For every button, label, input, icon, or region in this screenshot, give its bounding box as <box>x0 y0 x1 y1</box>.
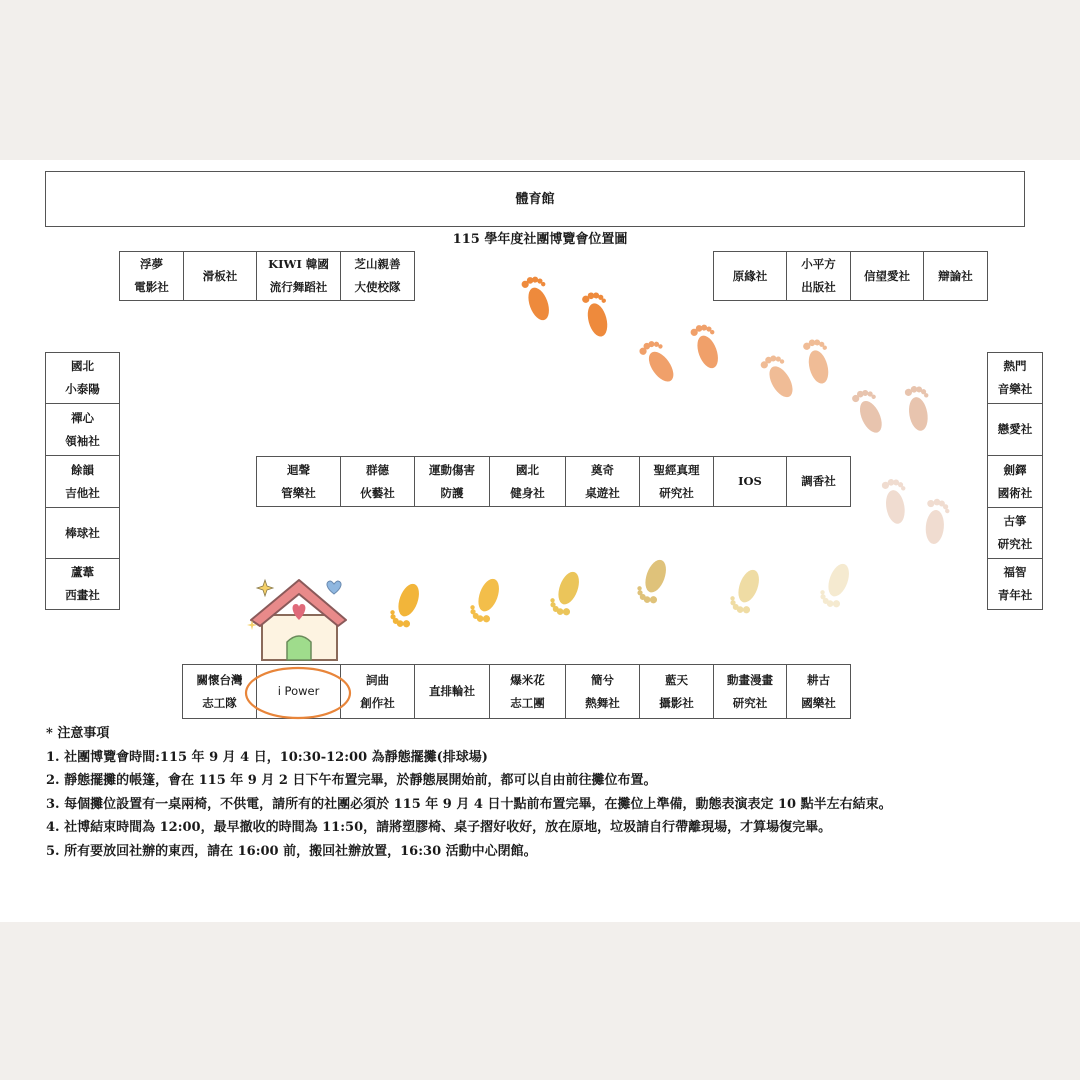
booth: 奠奇 桌遊社 <box>565 456 640 507</box>
footprint-icon <box>581 289 615 339</box>
footprint-icon <box>759 351 801 402</box>
booth: 福智 青年社 <box>987 558 1043 610</box>
booth: 古箏 研究社 <box>987 507 1043 559</box>
footprint-icon <box>802 336 836 386</box>
footprint-icon <box>727 566 764 616</box>
footprint-icon <box>634 556 671 606</box>
booth: 戀愛社 <box>987 403 1043 456</box>
note-item: 2. 靜態擺攤的帳篷，會在 115 年 9 月 2 日下午布置完畢，於靜態展開始前，都可以自由前往攤位布置。 <box>46 773 657 788</box>
footprint-icon <box>881 477 911 526</box>
sparkle-icon <box>257 580 273 596</box>
note-item: 3. 每個攤位設置有一桌兩椅，不供電，請所有的社團必須於 115 年 9 月 4 日十點前布置完畢，在攤位上準備，動態表演表定 10 點半左右結束。 <box>46 796 892 812</box>
footprint-icon <box>924 498 951 545</box>
booth: 關懷台灣 志工隊 <box>182 664 257 719</box>
notes-section <box>46 722 892 863</box>
footprint-icon <box>904 384 934 433</box>
footprint-icon <box>637 336 682 386</box>
booth: 簡兮 熱舞社 <box>565 664 640 719</box>
booth: 滑板社 <box>183 251 257 301</box>
booth: 棒球社 <box>45 507 120 559</box>
footprint-icon <box>547 568 584 618</box>
booth: 原緣社 <box>713 251 787 301</box>
note-item: 5. 所有要放回社辦的東西，請在 16:00 前，搬回社辦放置，16:30 活動中心閉館。 <box>46 843 537 859</box>
booth: 爆米花 志工團 <box>489 664 566 719</box>
booth: 詞曲 創作社 <box>340 664 415 719</box>
note-item: 4. 社博結束時間為 12:00，最早撤收的時間為 11:50，請將塑膠椅、桌子摺好收好，放在原地，垃圾請自行帶離現場，才算場復完畢。 <box>46 820 832 835</box>
footprint-icon <box>467 575 504 625</box>
booth: 餘韻 吉他社 <box>45 455 120 508</box>
highlight-ring <box>246 668 350 718</box>
booth: 耕古 國樂社 <box>786 664 851 719</box>
booth: 迴聲 管樂社 <box>256 456 341 507</box>
notes-heading: * 注意事項 <box>46 726 110 741</box>
booth: KIWI 韓國 流行舞蹈社 <box>256 251 341 301</box>
booth: 國北 健身社 <box>489 456 566 507</box>
booth: 辯論社 <box>923 251 988 301</box>
note-item: 1. 社團博覽會時間:115 年 9 月 4 日，10:30-12:00 為靜態擺攤(排球場) <box>46 749 488 765</box>
footprint-icon <box>520 273 557 323</box>
booth: 動畫漫畫 研究社 <box>713 664 787 719</box>
booth: 聖經真理 研究社 <box>639 456 714 507</box>
booth: 群德 伙藝社 <box>340 456 415 507</box>
booth: 蘆葦 西畫社 <box>45 558 120 610</box>
booth: 劍鐸 國術社 <box>987 455 1043 508</box>
booth: 禪心 領袖社 <box>45 403 120 456</box>
booth: 浮夢 電影社 <box>119 251 184 301</box>
map-title: 115 學年度社團博覽會位置圖 <box>452 232 628 247</box>
heart-icon <box>327 581 341 594</box>
booth: IOS <box>713 456 787 507</box>
footprint-icon <box>817 560 854 610</box>
booth: 信望愛社 <box>850 251 924 301</box>
footprint-icon <box>387 580 424 630</box>
booth: 運動傷害 防護 <box>414 456 490 507</box>
footprint-icon <box>850 386 890 437</box>
booth: 芝山親善 大使校隊 <box>340 251 415 301</box>
booth: 熱門 音樂社 <box>987 352 1043 404</box>
booth: 國北 小泰陽 <box>45 352 120 404</box>
booth-ipower: i Power <box>256 664 341 719</box>
footprint-icon <box>689 321 726 371</box>
booth: 藍天 攝影社 <box>639 664 714 719</box>
booth: 調香社 <box>786 456 851 507</box>
gymnasium-label: 體育館 <box>45 171 1025 227</box>
booth: 直排輪社 <box>414 664 490 719</box>
booth: 小平方 出版社 <box>786 251 851 301</box>
